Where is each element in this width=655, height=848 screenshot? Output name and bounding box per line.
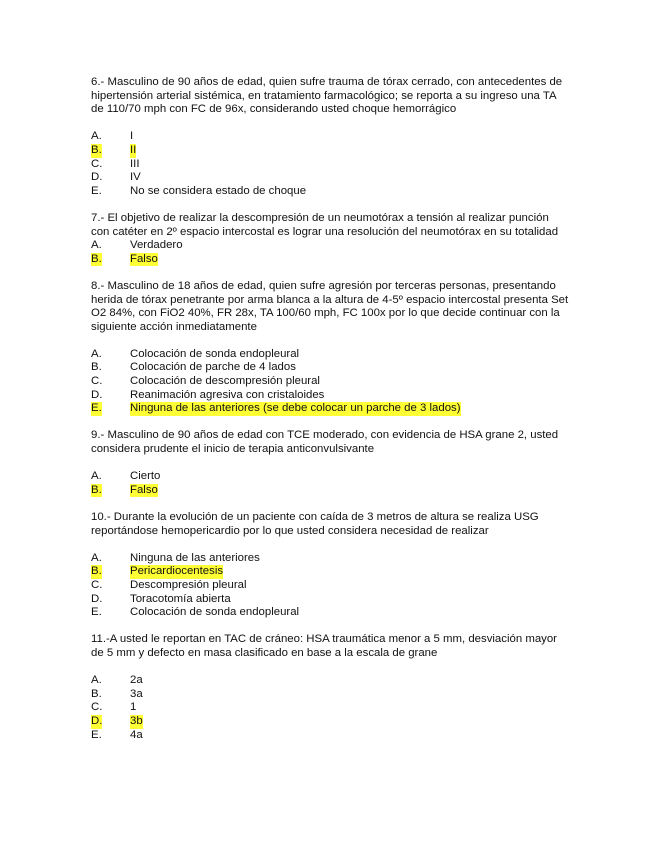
highlighted-answer: Pericardiocentesis xyxy=(130,565,224,578)
option-d-correct xyxy=(91,715,569,729)
question-stem: 10.- Durante la evolución de un paciente con caída de 3 metros de altura se realiza USG reportándose hemopericardio por lo que usted considera necesidad de realizar xyxy=(91,511,539,537)
question-stem: 6.- Masculino de 90 años de edad, quien sufre trauma de tórax cerrado, con antecedentes de hipertensión arterial sistémica, en tratamiento farmacológico; se reporta a su ingreso una TA de 110/70 mph con FC de 96x, considerando usted choque hemorrágico xyxy=(91,76,563,116)
option-a: A. Ninguna de las anteriores xyxy=(91,551,260,564)
option-b-correct xyxy=(91,565,569,579)
option-e-correct xyxy=(91,402,569,416)
option-b-correct xyxy=(91,484,569,498)
question-stem: 11.-A usted le reportan en TAC de cráneo: HSA traumática menor a 5 mm, desviación mayor de 5 mm y defecto en masa clasificado en base a la escala de grane xyxy=(91,633,557,659)
question-stem: 8.- Masculino de 18 años de edad, quien sufre agresión por terceras personas, presentando herida de tórax penetrante por arma blanca a la altura de 4-5º espacio intercostal presenta Set O2 84%, con FiO2 40%, FR 28x, TA 100/60 mph, FC 100x por lo que decide continuar con la siguiente acción inmediatamente xyxy=(91,279,569,333)
highlighted-letter: B. xyxy=(91,565,102,578)
option-c: C. III xyxy=(91,157,140,170)
question-stem: 9.- Masculino de 90 años de edad con TCE moderado, con evidencia de HSA grane 2, usted considera prudente el inicio de terapia anticonvulsivante xyxy=(91,429,559,456)
question-10 xyxy=(91,511,569,620)
question-7 xyxy=(91,212,569,266)
option-a: A. Cierto xyxy=(91,470,161,483)
option-b-correct xyxy=(91,144,569,158)
option-a: A. Verdadero xyxy=(91,239,183,252)
option-b-correct xyxy=(91,253,569,267)
highlighted-answer: Ninguna de las anteriores (se debe colocar un parche de 3 lados) xyxy=(130,402,461,415)
option-d: D. Toracotomía abierta xyxy=(91,592,231,605)
highlighted-letter: B. xyxy=(91,252,102,265)
option-d: D. IV xyxy=(91,171,141,184)
option-a: A. Colocación de sonda endopleural xyxy=(91,347,300,360)
option-a: A. I xyxy=(91,130,134,143)
option-e: E. 4a xyxy=(91,728,143,741)
option-a: A. 2a xyxy=(91,674,143,687)
highlighted-answer: II xyxy=(130,143,137,156)
option-c: C. 1 xyxy=(91,701,137,714)
highlighted-answer: 3b xyxy=(130,714,143,727)
option-c: C. Colocación de descompresión pleural xyxy=(91,375,320,388)
option-d: D. Reanimación agresiva con cristaloides xyxy=(91,388,325,401)
option-c: C. Descompresión pleural xyxy=(91,578,247,591)
option-e: E. No se considera estado de choque xyxy=(91,184,307,197)
question-8 xyxy=(91,280,569,416)
highlighted-letter: B. xyxy=(91,143,102,156)
question-11 xyxy=(91,633,569,742)
option-b: B. 3a xyxy=(91,687,143,700)
question-6 xyxy=(91,76,569,198)
highlighted-answer: Falso xyxy=(130,483,158,496)
question-stem: 7.- El objetivo de realizar la descompresión de un neumotórax a tensión al realizar punción con catéter en 2º espacio intercostal es lograr una resolución del neumotórax en su totalidad xyxy=(91,211,559,238)
option-e: E. Colocación de sonda endopleural xyxy=(91,606,300,619)
question-9 xyxy=(91,429,569,497)
highlighted-answer: Falso xyxy=(130,252,158,265)
question-list xyxy=(91,76,569,756)
option-b: B. Colocación de parche de 4 lados xyxy=(91,361,296,374)
highlighted-letter: E. xyxy=(91,402,102,415)
highlighted-letter: B. xyxy=(91,483,102,496)
highlighted-letter: D. xyxy=(91,714,103,727)
